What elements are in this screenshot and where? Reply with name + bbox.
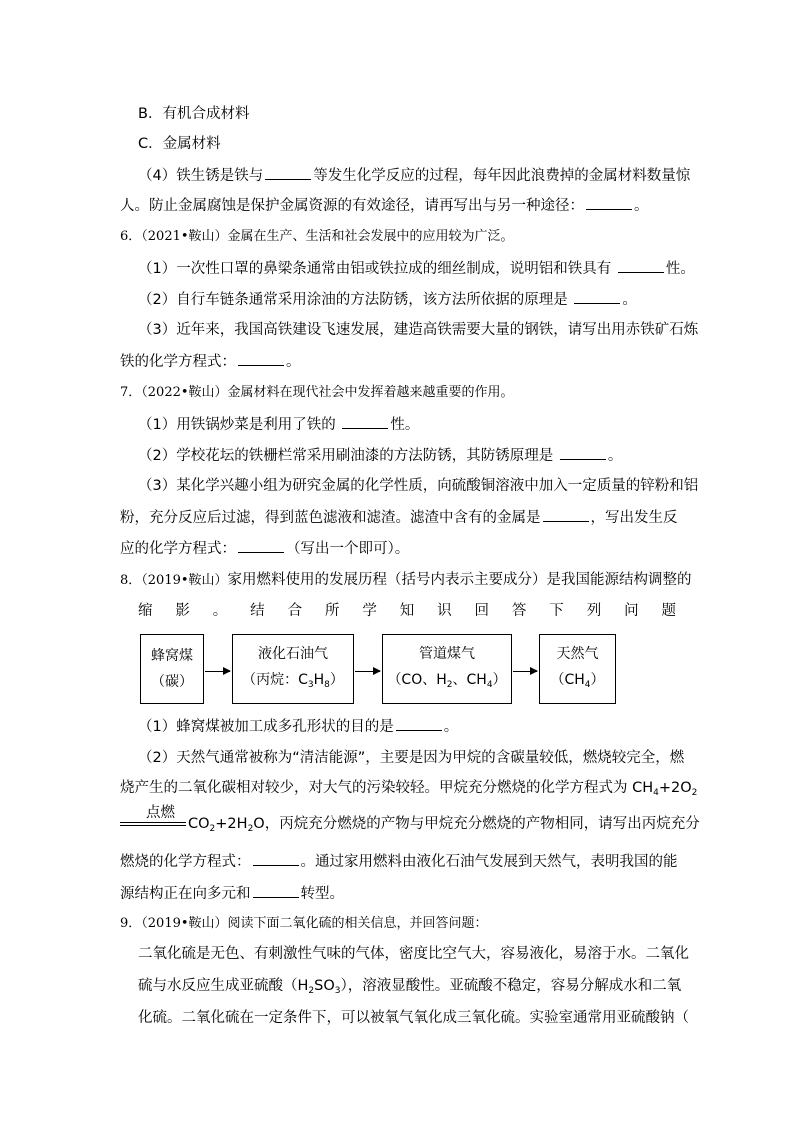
q5-part4-line1: （4）铁生锈是铁与 等发生化学反应的过程，每年因此浪费掉的金属材料数量惊 [138,165,690,186]
q8-part2-line1: （2）天然气通常被称为“清洁能源”，主要是因为甲烷的含碳量较低，燃烧较完全，燃 [138,750,685,766]
q8-part2-line4: 燃烧的化学方程式： 。通过家用燃料由液化石油气发展到天然气，表明我国的能 [120,851,678,872]
answer-blank[interactable] [560,445,606,460]
answer-blank[interactable] [396,716,442,731]
q8-header: 8．（2019•鞍山）家用燃料使用的发展历程（括号内表示主要成分）是我国能源结构调整的 [120,572,692,588]
flow-arrow [513,671,537,672]
q6-part3-line1: （3）近年来，我国高铁建设飞速发展，建造高铁需要大量的钢铁，请写出用赤铁矿石炼 [138,322,699,338]
q6-part3-line2: 铁的化学方程式： 。 [120,351,301,372]
q9-text-line1: 二氧化硫是无色、有刺激性气味的气体，密度比空气大，容易液化，易溶于水。二氧化 [138,946,689,962]
answer-blank[interactable] [574,289,620,304]
q7-part3-line2: 粉，充分反应后过滤，得到蓝色滤液和滤渣。滤渣中含有的金属是 ，写出发生反 [120,507,678,528]
reaction-equals-bottom [120,825,186,826]
q9-header: 9．（2019•鞍山）阅读下面二氧化硫的相关信息，并回答问题： [120,916,488,931]
option-b: B．有机合成材料 [138,106,250,122]
flow-arrow [205,671,230,672]
q8-header-line2: 缩 影 。 结 合 所 学 知 识 回 答 下 列 问 题 [138,603,676,619]
flow-box-honeycomb-coal: 蜂窝煤 （碳） [140,634,204,704]
q7-part3-line3: 应的化学方程式： （写出一个即可）。 [120,538,409,559]
answer-blank[interactable] [342,414,388,429]
q8-part2-line3: $CO_2+2H_2O$，丙烷充分燃烧的产物与甲烷充分燃烧的产物相同，请写出丙烷充分 [188,816,700,834]
q7-part1: （1）用铁锅炒菜是利用了铁的 性。 [138,414,419,435]
q8-part1: （1）蜂窝煤被加工成多孔形状的目的是 。 [138,716,458,737]
q7-part3-line1: （3）某化学兴趣小组为研究金属的化学性质，向硫酸铜溶液中加入一定质量的锌粉和铝 [138,478,699,494]
answer-blank[interactable] [586,195,632,210]
answer-blank[interactable] [618,258,664,273]
flow-box-pipeline-gas: 管道煤气 （CO、$H_2$、$CH_4$） [382,634,512,704]
answer-blank[interactable] [253,851,299,866]
q7-part2: （2）学校花坛的铁栅栏常采用刷油漆的方法防锈，其防锈原理是 。 [138,445,622,466]
option-c: C．金属材料 [138,136,221,152]
answer-blank[interactable] [238,538,284,553]
q6-part2: （2）自行车链条通常采用涂油的方法防锈，该方法所依据的原理是 。 [138,289,637,310]
q8-part2-line5: 源结构正在向多元和 转型。 [120,883,344,904]
answer-blank[interactable] [253,883,299,898]
q7-header: 7．（2022•鞍山）金属材料在现代社会中发挥着越来越重要的作用。 [120,385,514,400]
answer-blank[interactable] [543,507,589,522]
q5-part4-line2: 人。防止金属腐蚀是保护金属资源的有效途径，请再写出与另一种途径： 。 [120,195,649,216]
flow-box-lpg: 液化石油气 （丙烷：$C_3H_8$） [232,634,354,704]
q9-text-line3: 化硫。二氧化硫在一定条件下，可以被氧气氧化成三氧化硫。实验室通常用亚硫酸钠（ [138,1010,689,1026]
flow-box-natural-gas: 天然气 $(CH_4)$ [539,634,616,704]
q6-part1: （1）一次性口罩的鼻梁条通常由铝或铁拉成的细丝制成，说明铝和铁具有 性。 [138,258,695,279]
q8-part2-line2: 烧产生的二氧化碳相对较少，对大气的污染较轻。甲烷充分燃烧的化学方程式为 $CH_4+2O_2$ [120,780,698,798]
flow-arrow [355,671,380,672]
reaction-equals-top [120,822,186,823]
answer-blank[interactable] [238,351,284,366]
q6-header: 6．（2021•鞍山）金属在生产、生活和社会发展中的应用较为广泛。 [120,229,514,244]
answer-blank[interactable] [265,165,311,180]
q9-text-line2: 硫与水反应生成亚硫酸$(H_2SO_3)$，溶液显酸性。亚硫酸不稳定，容易分解成水和二氧 [138,978,682,996]
reaction-condition: 点燃 [146,805,175,821]
